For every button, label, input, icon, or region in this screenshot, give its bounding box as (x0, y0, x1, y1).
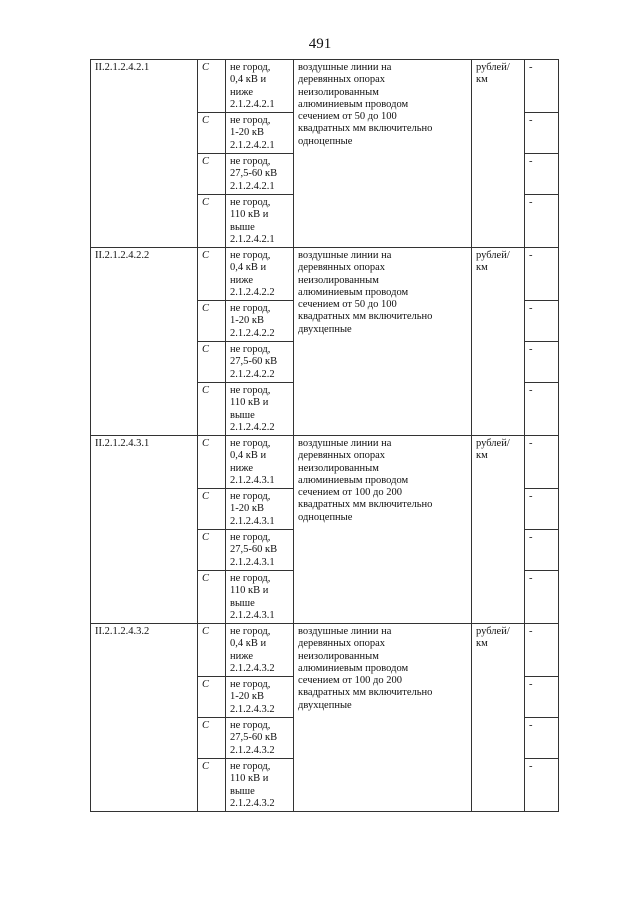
voltage-cell (226, 436, 294, 489)
category-letter: С (198, 489, 226, 530)
voltage-line: ниже (230, 462, 254, 474)
voltage-line: ниже (230, 86, 254, 98)
value-cell: - (525, 342, 559, 383)
description-line: деревянных опорах (298, 450, 386, 462)
value-cell: - (525, 489, 559, 530)
voltage-line: 0,4 кВ и (230, 638, 267, 650)
voltage-line: 0,4 кВ и (230, 262, 267, 274)
voltage-line: 1-20 кВ (230, 503, 264, 515)
voltage-line: 2.1.2.4.2.2 (230, 327, 275, 339)
voltage-cell (226, 718, 294, 759)
line-description (294, 248, 472, 436)
unit-cell (472, 624, 525, 812)
category-letter: С (198, 624, 226, 677)
voltage-line: 110 кВ и (230, 209, 269, 221)
category-letter: С (198, 759, 226, 812)
voltage-line: 2.1.2.4.3.2 (230, 662, 275, 674)
voltage-line: 1-20 кВ (230, 315, 264, 327)
voltage-line: не город, (230, 344, 271, 355)
voltage-line: 2.1.2.4.3.1 (230, 474, 275, 486)
voltage-line: 2.1.2.4.2.1 (230, 180, 275, 192)
voltage-cell (226, 195, 294, 248)
unit-cell (472, 436, 525, 624)
value-cell: - (525, 248, 559, 301)
category-letter: С (198, 436, 226, 489)
description-line: одноцепные (298, 511, 353, 523)
description-line: сечением от 100 до 200 (298, 675, 402, 687)
voltage-line: не город, (230, 197, 271, 208)
description-line: квадратных мм включительно (298, 499, 433, 511)
voltage-line: 27,5-60 кВ (230, 356, 278, 368)
voltage-line: не город, (230, 438, 271, 449)
table-row (91, 60, 559, 113)
voltage-line: не город, (230, 156, 271, 167)
value-cell: - (525, 530, 559, 571)
table-row (91, 624, 559, 677)
voltage-line: 2.1.2.4.3.1 (230, 556, 275, 568)
category-letter: С (198, 342, 226, 383)
description-line: воздушные линии на (298, 626, 392, 637)
description-line: деревянных опорах (298, 638, 386, 650)
voltage-cell (226, 60, 294, 113)
line-description (294, 436, 472, 624)
voltage-line: 110 кВ и (230, 397, 269, 409)
item-code: II.2.1.2.4.2.1 (91, 60, 198, 248)
description-line: деревянных опорах (298, 74, 386, 86)
voltage-line: ниже (230, 650, 254, 662)
description-line: воздушные линии на (298, 250, 392, 261)
voltage-line: не город, (230, 115, 271, 126)
description-line: деревянных опорах (298, 262, 386, 274)
value-cell: - (525, 154, 559, 195)
item-code: II.2.1.2.4.2.2 (91, 248, 198, 436)
unit-line: рублей/ (476, 438, 510, 449)
voltage-line: ниже (230, 274, 254, 286)
voltage-line: не город, (230, 761, 271, 772)
tariff-table (90, 59, 559, 812)
voltage-line: выше (230, 221, 255, 233)
description-line: алюминиевым проводом (298, 98, 409, 110)
voltage-cell (226, 248, 294, 301)
unit-line: км (476, 262, 488, 274)
voltage-line: 2.1.2.4.2.1 (230, 139, 275, 151)
voltage-line: не город, (230, 720, 271, 731)
voltage-line: не город, (230, 626, 271, 637)
voltage-cell (226, 677, 294, 718)
voltage-line: 27,5-60 кВ (230, 544, 278, 556)
value-cell: - (525, 718, 559, 759)
voltage-cell (226, 489, 294, 530)
value-cell: - (525, 677, 559, 718)
voltage-line: выше (230, 409, 255, 421)
unit-line: рублей/ (476, 250, 510, 261)
category-letter: С (198, 154, 226, 195)
value-cell: - (525, 301, 559, 342)
description-line: алюминиевым проводом (298, 662, 409, 674)
voltage-line: 2.1.2.4.2.1 (230, 233, 275, 245)
item-code: II.2.1.2.4.3.1 (91, 436, 198, 624)
voltage-line: 2.1.2.4.3.1 (230, 609, 275, 621)
unit-line: км (476, 450, 488, 462)
unit-cell (472, 60, 525, 248)
category-letter: С (198, 530, 226, 571)
category-letter: С (198, 301, 226, 342)
line-description (294, 624, 472, 812)
voltage-line: не город, (230, 491, 271, 502)
description-line: квадратных мм включительно (298, 123, 433, 135)
voltage-line: 0,4 кВ и (230, 74, 267, 86)
voltage-line: не город, (230, 303, 271, 314)
voltage-line: не город, (230, 250, 271, 261)
voltage-line: выше (230, 597, 255, 609)
description-line: квадратных мм включительно (298, 687, 433, 699)
voltage-cell (226, 113, 294, 154)
value-cell: - (525, 571, 559, 624)
category-letter: С (198, 383, 226, 436)
description-line: сечением от 100 до 200 (298, 487, 402, 499)
voltage-line: 1-20 кВ (230, 127, 264, 139)
voltage-cell (226, 154, 294, 195)
tariff-table-body (91, 60, 559, 812)
description-line: неизолированным (298, 462, 379, 474)
unit-line: км (476, 74, 488, 86)
unit-cell (472, 248, 525, 436)
category-letter: С (198, 60, 226, 113)
voltage-cell (226, 759, 294, 812)
description-line: квадратных мм включительно (298, 311, 433, 323)
table-row (91, 436, 559, 489)
voltage-line: 2.1.2.4.3.2 (230, 744, 275, 756)
voltage-line: 2.1.2.4.2.2 (230, 368, 275, 380)
voltage-line: 27,5-60 кВ (230, 168, 278, 180)
unit-line: км (476, 638, 488, 650)
unit-line: рублей/ (476, 626, 510, 637)
description-line: неизолированным (298, 650, 379, 662)
voltage-line: не город, (230, 62, 271, 73)
value-cell: - (525, 195, 559, 248)
category-letter: С (198, 571, 226, 624)
voltage-line: 110 кВ и (230, 773, 269, 785)
description-line: воздушные линии на (298, 438, 392, 449)
voltage-line: не город, (230, 573, 271, 584)
description-line: неизолированным (298, 274, 379, 286)
voltage-line: не город, (230, 532, 271, 543)
category-letter: С (198, 195, 226, 248)
voltage-cell (226, 342, 294, 383)
unit-line: рублей/ (476, 62, 510, 73)
voltage-line: 27,5-60 кВ (230, 732, 278, 744)
description-line: алюминиевым проводом (298, 474, 409, 486)
line-description (294, 60, 472, 248)
voltage-cell (226, 624, 294, 677)
category-letter: С (198, 718, 226, 759)
value-cell: - (525, 759, 559, 812)
description-line: воздушные линии на (298, 62, 392, 73)
description-line: алюминиевым проводом (298, 286, 409, 298)
voltage-line: 2.1.2.4.2.1 (230, 98, 275, 110)
page-number: 491 (308, 36, 332, 52)
voltage-line: 110 кВ и (230, 585, 269, 597)
description-line: неизолированным (298, 86, 379, 98)
voltage-line: 2.1.2.4.2.2 (230, 421, 275, 433)
voltage-cell (226, 571, 294, 624)
value-cell: - (525, 624, 559, 677)
table-row (91, 248, 559, 301)
voltage-cell (226, 383, 294, 436)
voltage-cell (226, 530, 294, 571)
voltage-line: 2.1.2.4.3.2 (230, 797, 275, 809)
value-cell: - (525, 436, 559, 489)
voltage-line: 1-20 кВ (230, 691, 264, 703)
description-line: двухцепные (298, 323, 352, 335)
category-letter: С (198, 113, 226, 154)
voltage-line: не город, (230, 385, 271, 396)
value-cell: - (525, 383, 559, 436)
voltage-line: не город, (230, 679, 271, 690)
item-code: II.2.1.2.4.3.2 (91, 624, 198, 812)
category-letter: С (198, 248, 226, 301)
description-line: сечением от 50 до 100 (298, 111, 397, 123)
voltage-line: 2.1.2.4.2.2 (230, 286, 275, 298)
voltage-line: 2.1.2.4.3.1 (230, 515, 275, 527)
description-line: сечением от 50 до 100 (298, 299, 397, 311)
category-letter: С (198, 677, 226, 718)
value-cell: - (525, 113, 559, 154)
voltage-line: 0,4 кВ и (230, 450, 267, 462)
voltage-line: 2.1.2.4.3.2 (230, 703, 275, 715)
voltage-cell (226, 301, 294, 342)
description-line: двухцепные (298, 699, 352, 711)
description-line: одноцепные (298, 135, 353, 147)
value-cell: - (525, 60, 559, 113)
voltage-line: выше (230, 785, 255, 797)
